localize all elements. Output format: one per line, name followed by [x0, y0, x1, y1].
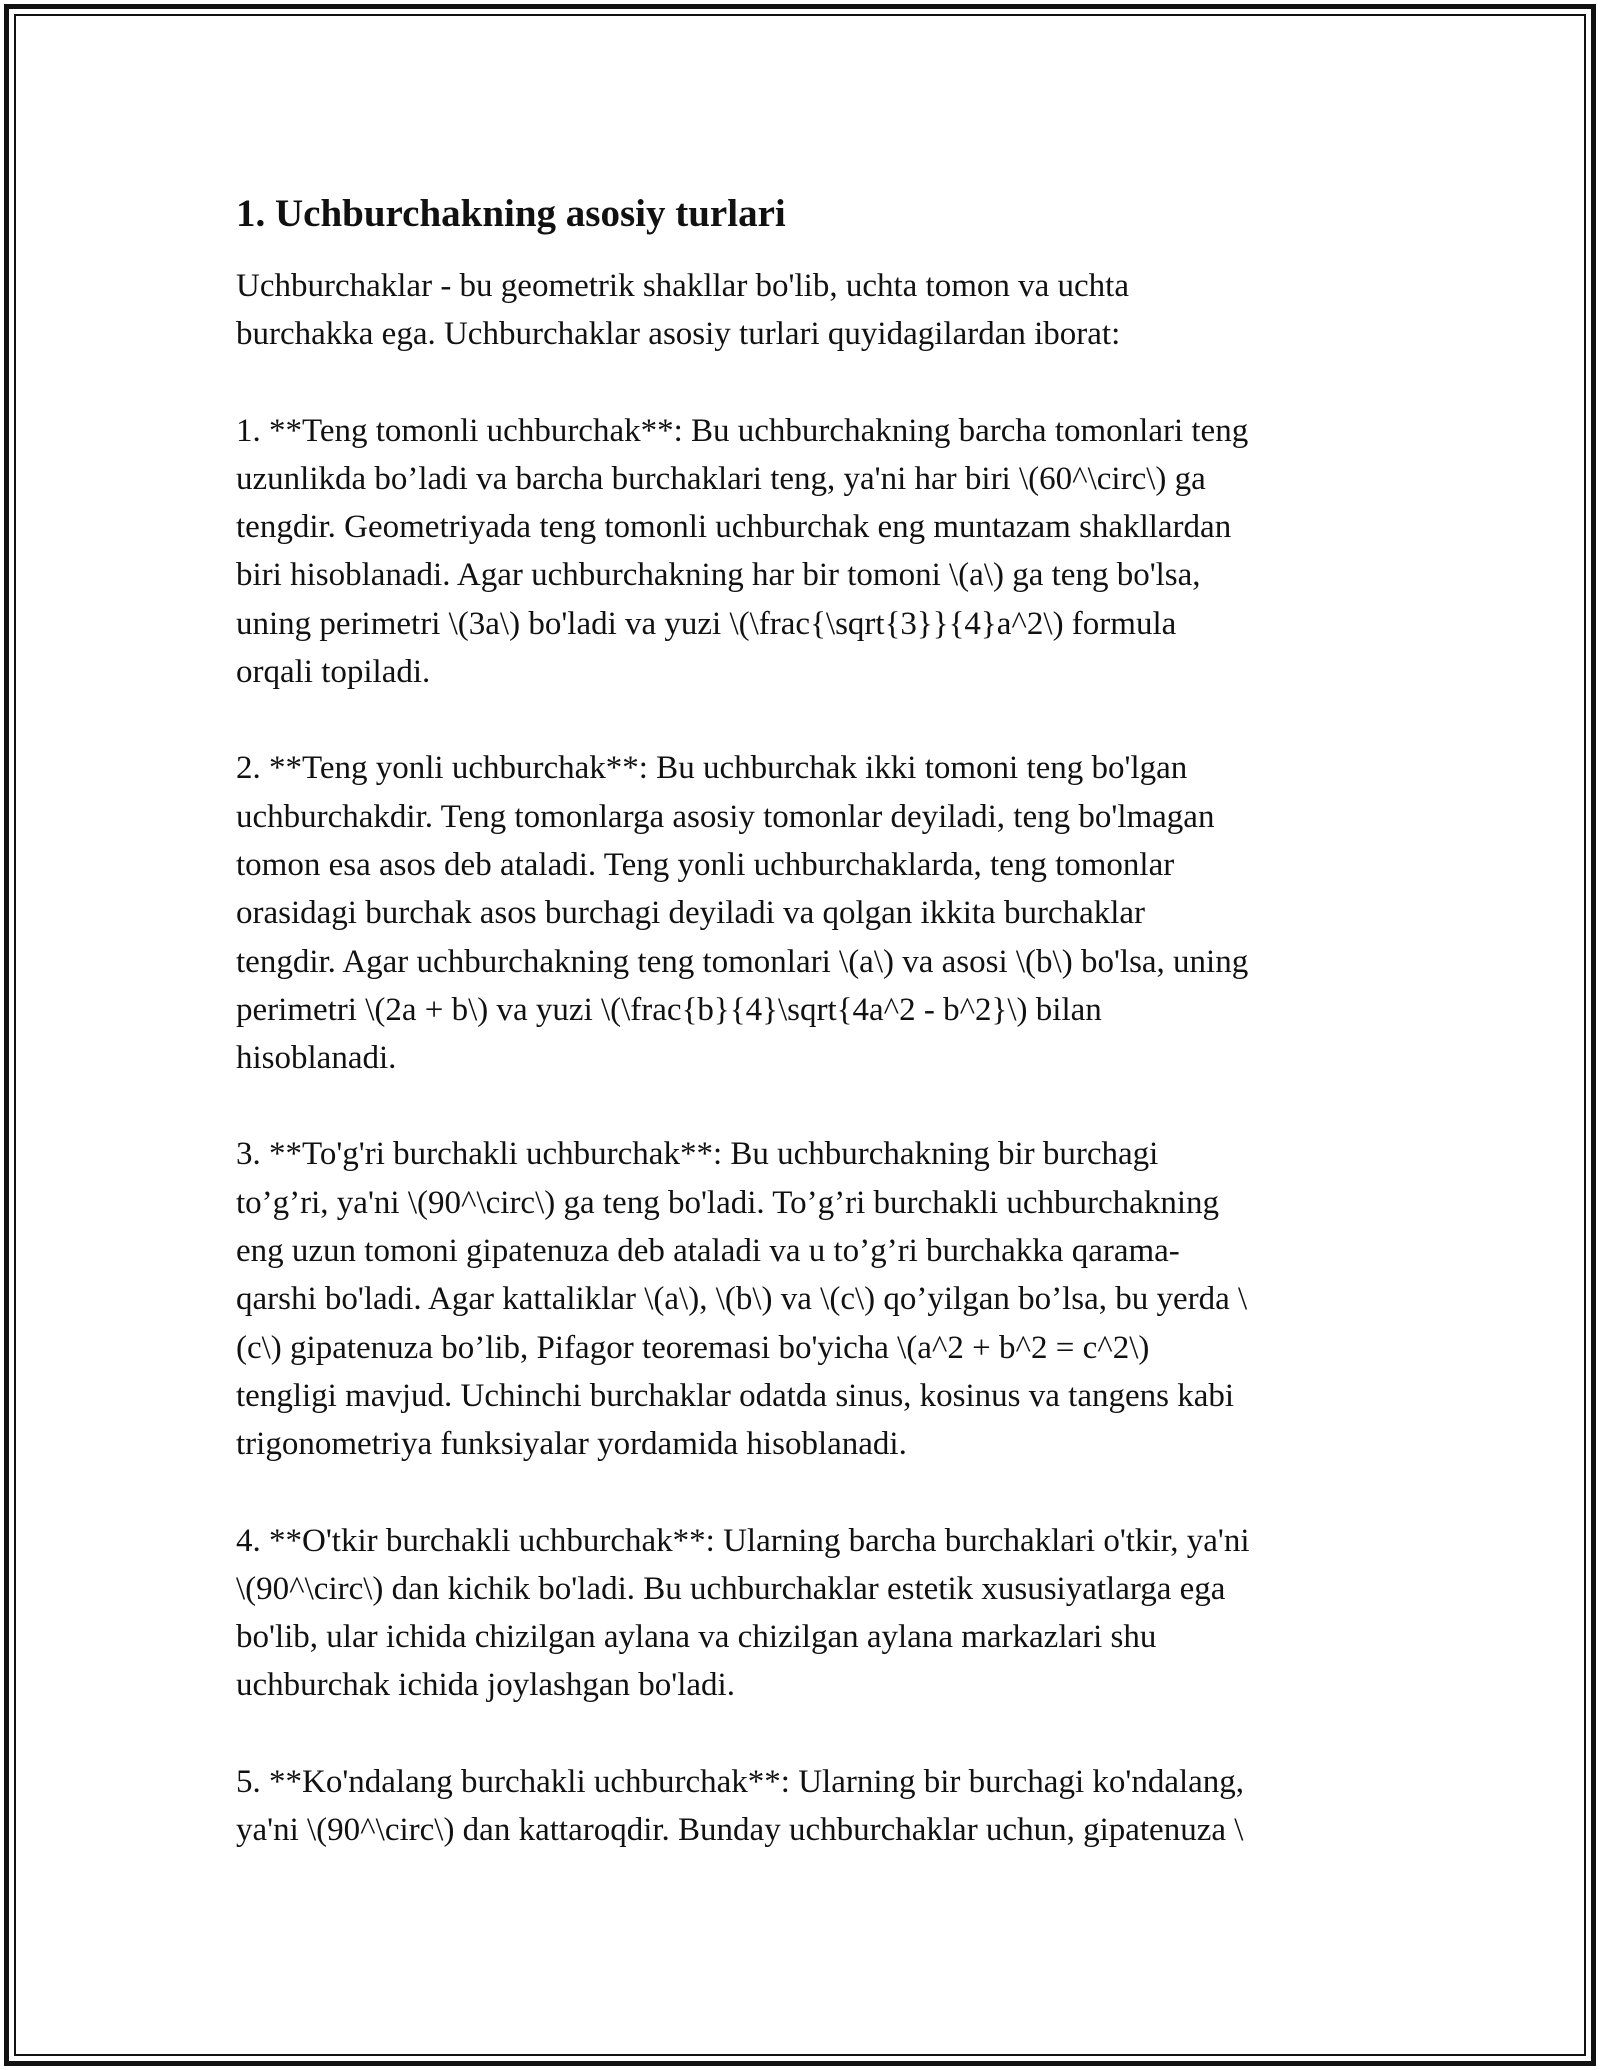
intro-paragraph: Uchburchaklar - bu geometrik shakllar bo'lib, uchta tomon va uchta burchakka ega. Uchburchaklar asosiy turlari quyidagilardan iborat: [236, 268, 1129, 353]
list-item-isosceles: 2. **Teng yonli uchburchak**: Bu uchburchak ikki tomoni teng bo'lgan uchburchakdir. Teng tomonlarga asosiy tomonlar deyiladi, teng bo'lmagan tomon esa asos deb ataladi. Teng yonli uchburchaklarda, teng tomonlar orasidagi burchak asos burchagi deyiladi va qolgan ikkita burchaklar tengdir. Agar uchburchakning teng tomonlari \(a\) va asosi \(b\) bo'lsa, uning perimetri \(2a + b\) va yuzi \(\frac{b}{4}\sqrt{4a^2 - b^2}\) bilan hisoblanadi. [236, 750, 1249, 1077]
list-item-acute: 4. **O'tkir burchakli uchburchak**: Ularning barcha burchaklari o'tkir, ya'ni \(90^\circ\) dan kichik bo'ladi. Bu uchburchaklar estetik xususiyatlarga ega bo'lib, ular ichida chizilgan aylana va chizilgan aylana markazlari shu uchburchak ichida joylashgan bo'ladi. [236, 1522, 1250, 1704]
list-item-obtuse: 5. **Ko'ndalang burchakli uchburchak**: Ularning bir burchagi ko'ndalang, ya'ni \(90^\circ\) dan kattaroqdir. Bunday uchburchaklar uchun, gipatenuza \ [236, 1763, 1245, 1849]
list-item-equilateral: 1. **Teng tomonli uchburchak**: Bu uchburchakning barcha tomonlari teng uzunlikda bo’ladi va barcha burchaklari teng, ya'ni har biri \(60^\circ\) ga tengdir. Geometriyada teng tomonli uchburchak eng muntazam shakllardan biri hisoblanadi. Agar uchburchakning har bir tomoni \(a\) ga teng bo'lsa, uning perimetri \(3a\) bo'ladi va yuzi \(\frac{\sqrt{3}}{4}a^2\) formula orqali topiladi. [236, 412, 1249, 691]
section-heading: 1. Uchburchakning asosiy turlari [236, 192, 786, 235]
document-body [236, 186, 1376, 1902]
list-item-right: 3. **To'g'ri burchakli uchburchak**: Bu uchburchakning bir burchagi to’g’ri, ya'ni \(90^\circ\) ga teng bo'ladi. To’g’ri burchakli uchburchakning eng uzun tomoni gipatenuza deb ataladi va u to’g’ri burchakka qarama- qarshi bo'ladi. Agar kattaliklar \(a\), \(b\) va \(c\) qo’yilgan bo’lsa, bu yerda \ (c\) gipatenuza bo’lib, Pifagor teoremasi bo'yicha \(a^2 + b^2 = c^2\) tengligi mavjud. Uchinchi burchaklar odatda sinus, kosinus va tangens kabi trigonometriya funksiyalar yordamida hisoblanadi. [236, 1136, 1248, 1463]
